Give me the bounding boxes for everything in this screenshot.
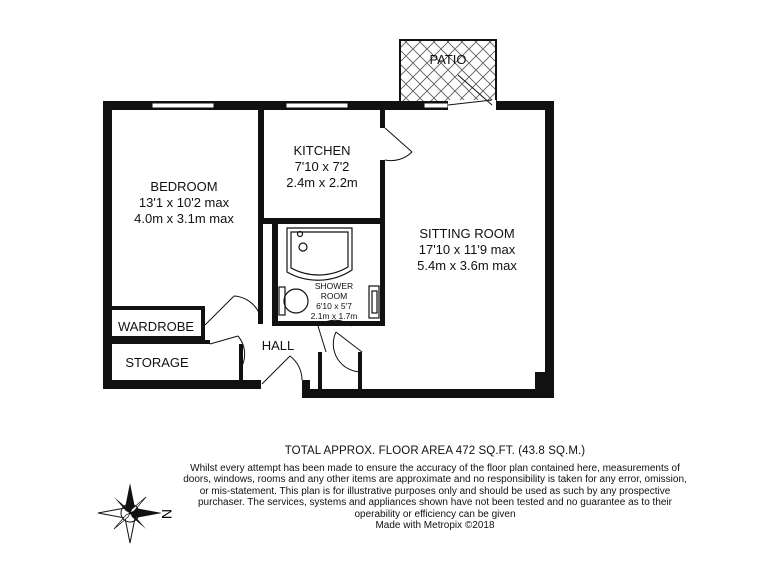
footer: [180, 445, 690, 531]
toilet-icon: [279, 287, 308, 315]
bedroom-metric: 4.0m x 3.1m max: [134, 211, 234, 226]
disclaimer: Whilst every attempt has been made to ensure the accuracy of the floor plan contained here, measurements of doors, windows, rooms and any other items are approximate and no responsibility is taken for any error, omission, or mis-statement. This plan is for illustrative purposes only and should be used as such by any prospective purchaser. The services, systems and appliances shown have not been tested and no guarantee as to their operability or efficiency can be given: [183, 463, 687, 520]
total-floor-area: TOTAL APPROX. FLOOR AREA 472 SQ.FT. (43.8 SQ.M.): [284, 445, 586, 457]
patio-label: PATIO: [429, 52, 467, 67]
bedroom-label: BEDROOM: [150, 179, 218, 194]
basin-icon: [369, 286, 379, 318]
shower-tray: [287, 228, 352, 280]
patio-area: [400, 40, 496, 102]
kitchen-label: KITCHEN: [293, 143, 351, 158]
sitting-room-label: SITTING ROOM: [419, 226, 515, 241]
wardrobe-label: WARDROBE: [117, 319, 195, 334]
sitting-room-metric: 5.4m x 3.6m max: [417, 258, 517, 273]
north-label: N: [159, 508, 175, 520]
shower-room-label-line1: SHOWER: [314, 281, 354, 291]
shower-room-label-line2: ROOM: [320, 291, 348, 301]
compass-rose-icon: [90, 478, 180, 548]
sitting-room-imperial: 17'10 x 11'9 max: [418, 242, 516, 257]
storage-label: STORAGE: [125, 355, 189, 370]
shower-room-metric: 2.1m x 1.7m: [310, 311, 358, 321]
hall-label: HALL: [261, 338, 295, 353]
shower-room-imperial: 6'10 x 5'7: [316, 301, 352, 311]
made-with-credit: Made with Metropix ©2018: [375, 520, 495, 532]
bedroom-imperial: 13'1 x 10'2 max: [138, 195, 230, 210]
kitchen-imperial: 7'10 x 7'2: [294, 159, 350, 174]
kitchen-metric: 2.4m x 2.2m: [286, 175, 358, 190]
